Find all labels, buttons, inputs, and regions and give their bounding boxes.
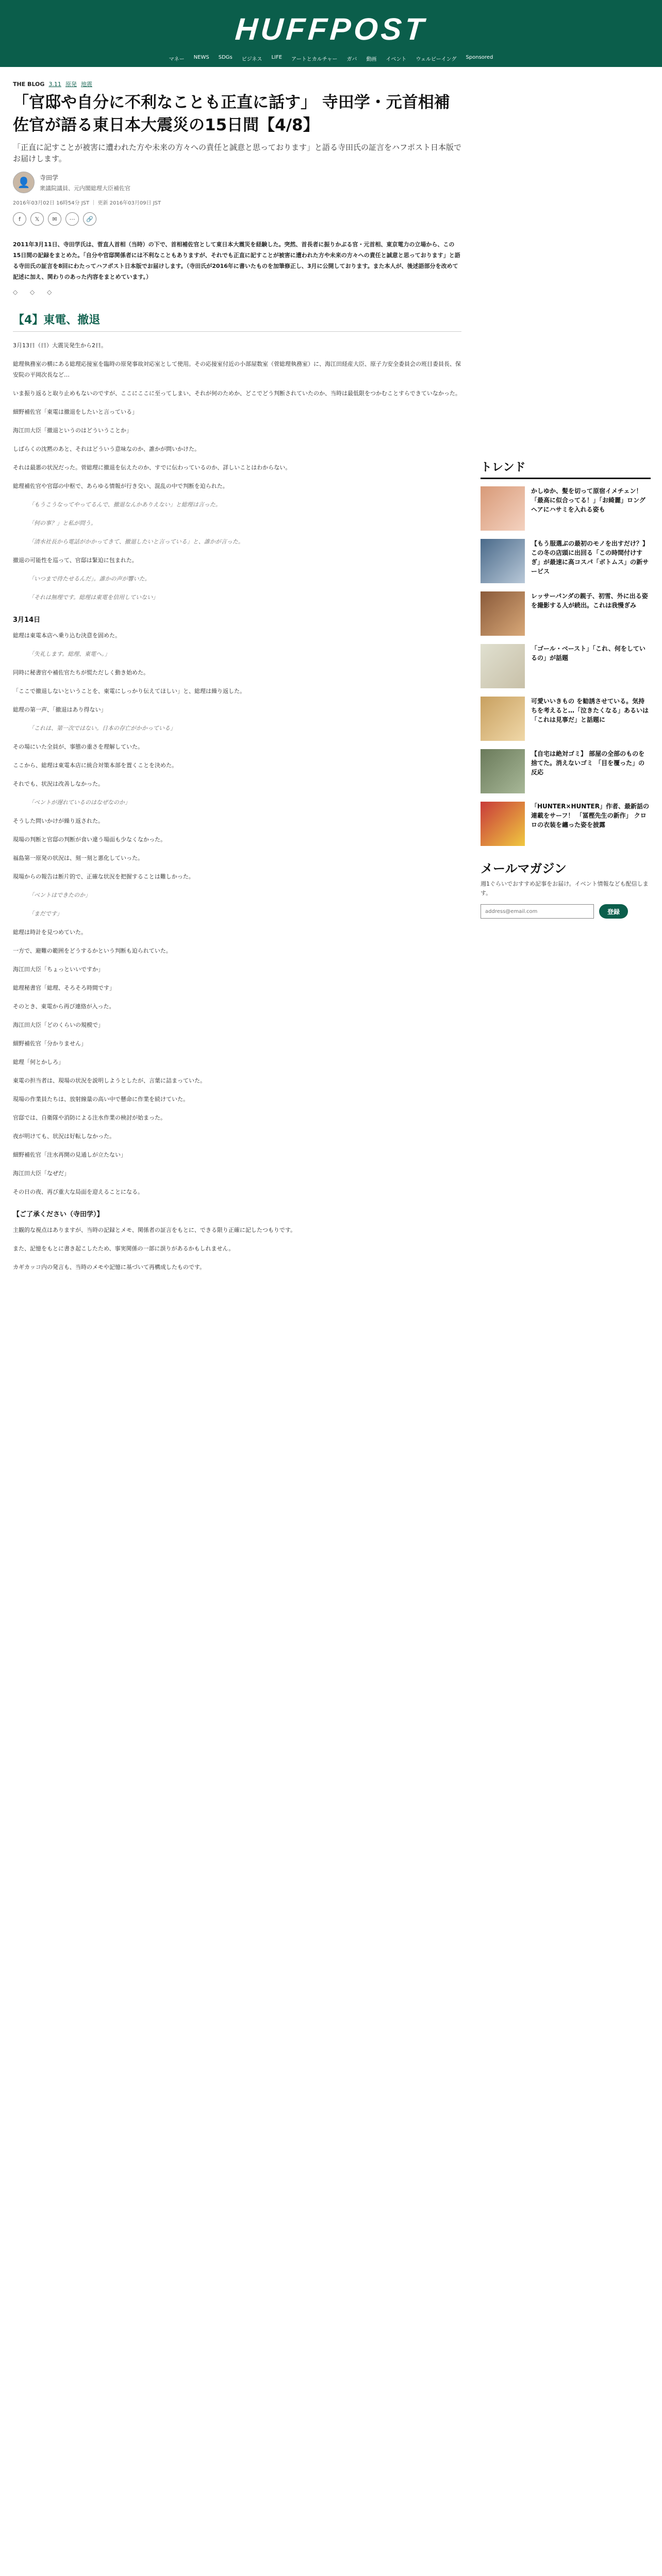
site-nav — [0, 55, 662, 62]
nav-item-art-culture[interactable]: アートとカルチャー — [291, 57, 338, 62]
newsletter-description: 週1ぐらいでおすすめ記事をお届け。イベント情報なども配信します。 — [481, 880, 649, 896]
trend-thumbnail[interactable] — [481, 486, 525, 531]
body-heading: 【ご了承ください（寺田学）】 — [13, 1211, 104, 1218]
trend-thumbnail[interactable] — [481, 697, 525, 741]
body-paragraph: 細野補佐官「東電は撤退をしたいと言っている」 — [13, 409, 138, 415]
body-quote: 「清水社長から電話がかかってきて、撤退したいと言っている」と、誰かが言った。 — [28, 538, 244, 545]
body-paragraph: また、記憶をもとに書き起こしたため、事実関係の一部に誤りがあるかもしれません。 — [13, 1245, 235, 1252]
share-row — [13, 212, 461, 226]
trend-list — [481, 486, 651, 846]
body-quote: 「それは無理です。総理は東電を信用していない」 — [28, 594, 159, 601]
avatar[interactable] — [13, 172, 35, 193]
body-quote: 「何の事？」と私が問う。 — [28, 520, 96, 527]
sidebar — [481, 459, 651, 919]
body-quote: 「失礼します。総理、東電へ。」 — [28, 651, 110, 657]
body-paragraph: 総理は時計を見つめていた。 — [13, 929, 87, 936]
body-paragraph: そうした問いかけが繰り返された。 — [13, 818, 104, 824]
nav-item-sdgs[interactable]: SDGs — [218, 55, 233, 60]
body-paragraph: 3月13日（日）大震災発生から2日。 — [13, 342, 107, 349]
trend-thumbnail[interactable] — [481, 749, 525, 793]
body-paragraph: 夜が明けても、状況は好転しなかった。 — [13, 1133, 115, 1140]
newsletter-form — [481, 904, 651, 919]
separator: ◇ ◇ ◇ — [13, 289, 57, 296]
email-field[interactable] — [481, 904, 594, 919]
section-line — [13, 80, 461, 88]
nav-item-sponsored[interactable]: Sponsored — [466, 55, 493, 60]
body-paragraph: 現場からの報告は断片的で、正確な状況を把握することは難しかった。 — [13, 873, 194, 880]
body-paragraph: 現場の判断と官邸の判断が食い違う場面も少なくなかった。 — [13, 836, 166, 843]
email-icon[interactable]: ✉ — [48, 212, 61, 226]
tag-link[interactable]: 原発 — [65, 81, 77, 88]
more-icon[interactable]: ⋯ — [65, 212, 79, 226]
trend-item[interactable] — [481, 591, 651, 636]
trend-item[interactable] — [481, 539, 651, 583]
nav-item-wellbeing[interactable]: ウェルビーイング — [416, 57, 457, 62]
huffpost-logo[interactable]: HUFFPOST — [234, 12, 428, 46]
body-paragraph: 官邸では、自衛隊や消防による注水作業の検討が始まった。 — [13, 1114, 166, 1121]
trend-headline[interactable]: 可愛いいきもの を勧誘させている。気持ちを考えると…「泣きたくなる」あるいは「これは見事だ」と話題に — [531, 698, 649, 723]
body-quote: 「ベントが遅れているのはなぜなのか」 — [28, 799, 130, 806]
trend-headline[interactable]: 「ゴール・ベースト」「これ、何をしているの」が話題 — [531, 645, 646, 662]
newsletter-title: メールマガジン — [481, 861, 567, 876]
nav-item-business[interactable]: ビジネス — [241, 57, 262, 62]
body-quote: 「もうこうなってやってるんで、撤退なんかありえない」と総理は言った。 — [28, 501, 221, 508]
nav-item-video[interactable]: 動画 — [366, 57, 377, 62]
body-quote: 「いつまで待たせるんだ」。誰かの声が響いた。 — [28, 575, 151, 582]
body-paragraph: 総理執務室の横にある総理応接室を臨時の原発事故対応室として使用。その応接室付近の小部屋数室（菅総理執務室）に、海江田経産大臣、原子力安全委員会の班目委員長、保安院の平岡次長など… — [13, 361, 461, 378]
timestamps: 2016年03月02日 16時54分 JST ｜ 更新 2016年03月09日 JST — [13, 200, 161, 206]
body-paragraph: 東電の担当者は、現場の状況を説明しようとしたが、言葉に詰まっていた。 — [13, 1077, 206, 1084]
trend-headline[interactable]: 「HUNTER×HUNTER」作者、最新話の連載をサーフ！ 「冨樫先生の新作」 クロロの衣装を纏った姿を披露 — [531, 803, 649, 828]
body-paragraph: 海江田大臣「どのくらいの規模で」 — [13, 1022, 104, 1028]
body-paragraph: 海江田大臣「なぜだ」 — [13, 1170, 70, 1177]
tag-link[interactable]: 地震 — [80, 81, 92, 88]
site-header — [0, 0, 662, 67]
body-paragraph: 「ここで撤退しないということを、東電にしっかり伝えてほしい」と、総理は繰り返した。 — [13, 688, 245, 694]
article-body — [13, 340, 461, 1273]
body-paragraph: その日の夜、再び重大な局面を迎えることになる。 — [13, 1189, 143, 1195]
body-paragraph: 海江田大臣「ちょっといいですか」 — [13, 966, 104, 973]
body-paragraph: それは最悪の状況だった。菅総理に撤退を伝えたのか、すでに伝わっているのか、詳しいことはわからない。 — [13, 464, 291, 471]
body-paragraph: ここから、総理は東電本店に統合対策本部を置くことを決めた。 — [13, 762, 177, 769]
body-paragraph: それでも、状況は改善しなかった。 — [13, 781, 104, 787]
facebook-icon[interactable]: f — [13, 212, 26, 226]
trend-item[interactable] — [481, 644, 651, 688]
byline-text — [40, 173, 130, 192]
nav-item-money[interactable]: マネー — [169, 57, 185, 62]
trend-item[interactable] — [481, 486, 651, 531]
body-quote: 「ベントはできたのか」 — [28, 892, 91, 899]
body-quote: 「まだです」 — [28, 910, 62, 917]
trend-title: トレンド — [481, 459, 651, 479]
trend-thumbnail[interactable] — [481, 644, 525, 688]
trend-headline[interactable]: かしゆか、髪を切って原宿イメチェン！ 「最高に似合ってる！」「お綺麗」ロングヘアにハサミを入れる姿も — [531, 487, 646, 513]
body-paragraph: 総理は東電本店へ乗り込む決意を固めた。 — [13, 632, 121, 639]
body-paragraph: 同時に秘書官や補佐官たちが慌ただしく動き始めた。 — [13, 669, 149, 676]
trend-item[interactable] — [481, 697, 651, 741]
author-name[interactable]: 寺田学 — [40, 174, 59, 181]
author-role: 衆議院議員、元内閣総理大臣補佐官 — [40, 184, 130, 192]
trend-headline[interactable]: 【もう服選ぶの最初のモノを出すだけ？】この冬の店頭に出回る「この時間付けすぎ」が最速に高コスパ「ボトムス」の新サービス — [531, 540, 649, 575]
body-paragraph: 一方で、避難の範囲をどうするかという判断も迫られていた。 — [13, 947, 172, 954]
article-lede: 2011年3月11日、寺田学氏は、菅直人首相（当時）の下で、首相補佐官として東日本大震災を経験した。突然、首長者に振りかぶる官・元首相、東京電力の立場から、この15日間の記録をまとめた。「自分や官邸関係者には不利なこともありますが、それでも正直に記すことが被害に遭われた方や未来の方々への責任と誠意と思っております」と語る寺田氏の証言を8回にわたってハフポスト日本版でお届けします。（寺田氏が2016年に書いたものを加筆修正し、3月に公開しております。また本人が、後述語部分を改めて記述に加え、関わりのあった内容をまとめています。） — [13, 241, 460, 280]
nav-item-life[interactable]: LIFE — [271, 55, 283, 60]
trend-headline[interactable]: 【自宅は絶対ゴミ】 部屋の全部のものを捨てた。消えないゴミ 「目を覆った」の反応 — [531, 750, 645, 776]
body-paragraph: そのとき、東電から再び連絡が入った。 — [13, 1003, 115, 1010]
body-paragraph: 現場の作業員たちは、放射線量の高い中で懸命に作業を続けていた。 — [13, 1096, 189, 1103]
trend-item[interactable] — [481, 749, 651, 793]
body-paragraph: 総理補佐官や官邸の中枢で、あらゆる情報が行き交い、混乱の中で判断を迫られた。 — [13, 483, 228, 489]
section-date[interactable]: 3.11 — [48, 81, 61, 88]
trend-headline[interactable]: レッサーパンダの親子、初雪、外に出る姿を撮影する人が続出。これは我慢ぎみ — [531, 592, 648, 609]
x-icon[interactable]: 𝕏 — [30, 212, 44, 226]
body-paragraph: 主観的な視点はありますが、当時の記録とメモ、関係者の証言をもとに、できる限り正確に記したつもりです。 — [13, 1227, 296, 1233]
nav-item-events[interactable]: イベント — [386, 57, 407, 62]
nav-item-news[interactable]: NEWS — [193, 55, 209, 60]
body-paragraph: しばらくの沈黙のあと、それはどういう意味なのか、誰かが問いかけた。 — [13, 446, 200, 452]
body-paragraph: 細野補佐官「注水再開の見通しが立たない」 — [13, 1151, 126, 1158]
article-subhead: 「正直に記すことが被害に遭われた方や未来の方々への責任と誠意と思っております」と語る寺田氏の証言をハフポスト日本版でお届けします。 — [13, 143, 462, 163]
section-title: 【4】東電、撤退 — [13, 311, 461, 332]
body-paragraph: 総理の第一声、「撤退はあり得ない」 — [13, 706, 107, 713]
byline — [13, 172, 461, 193]
body-paragraph: 撤退の可能性を巡って、官邸は緊迫に包まれた。 — [13, 557, 138, 564]
body-paragraph: 細野補佐官「分かりません」 — [13, 1040, 87, 1047]
trend-thumbnail[interactable] — [481, 591, 525, 636]
nav-item-gaba[interactable]: ガバ — [346, 57, 357, 62]
trend-thumbnail[interactable] — [481, 539, 525, 583]
user-icon: 👤 — [17, 176, 30, 189]
article — [13, 80, 461, 1280]
body-paragraph: カギカッコ内の発言も、当時のメモや記憶に基づいて再構成したものです。 — [13, 1264, 206, 1270]
trend-item[interactable] — [481, 802, 651, 846]
body-paragraph: 総理「何とかしろ」 — [13, 1059, 64, 1065]
trend-thumbnail[interactable] — [481, 802, 525, 846]
subscribe-button[interactable]: 登録 — [599, 904, 628, 919]
body-paragraph: その場にいた全員が、事態の重さを理解していた。 — [13, 743, 143, 750]
body-paragraph: いま振り返ると取り止めもないのですが、ここにここに至ってしまい、それが何のためか、どこでどう判断されていたのか、当時は最低限をつかむことすらできていなかった。 — [13, 390, 461, 397]
body-heading: 3月14日 — [13, 616, 41, 624]
section-label[interactable]: THE BLOG — [13, 81, 45, 88]
body-quote: 「これは、第一次ではない。日本の存亡がかかっている」 — [28, 725, 176, 732]
body-paragraph: 福島第一原発の状況は、刻一刻と悪化していった。 — [13, 855, 143, 861]
link-icon[interactable]: 🔗 — [83, 212, 96, 226]
article-headline: 「官邸や自分に不利なことも正直に話す」 寺田学・元首相補佐官が語る東日本大震災の15日間【4/8】 — [13, 93, 450, 134]
body-paragraph: 海江田大臣「撤退というのはどういうことか」 — [13, 427, 132, 434]
newsletter-box — [481, 858, 651, 919]
body-paragraph: 総理秘書官「総理、そろそろ時間です」 — [13, 985, 115, 991]
